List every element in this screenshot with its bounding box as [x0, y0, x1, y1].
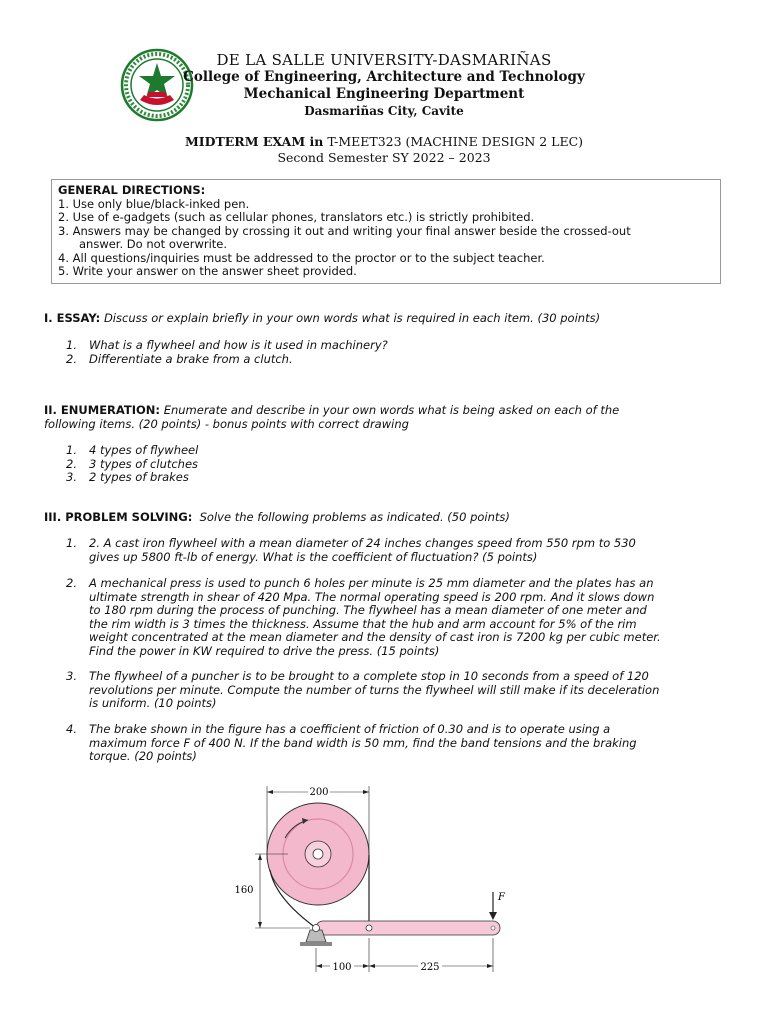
arrowhead — [316, 964, 322, 968]
essay-list — [66, 339, 726, 366]
enumeration-section-heading: II. ENUMERATION: Enumerate and describe in your own words what is being asked on each of the following items. (20 points) - bonus points with correct drawing — [44, 403, 620, 431]
essay-instruction: Discuss or explain briefly in your own words what is required in each item. (30 points) — [103, 311, 601, 325]
band-pin — [366, 925, 372, 931]
arrowhead — [267, 790, 273, 794]
direction-item: 4. All questions/inquiries must be addressed to the proctor or to the subject teacher. — [58, 250, 545, 265]
problems-heading: III. PROBLEM SOLVING: — [44, 510, 193, 524]
drum-shaft — [313, 849, 323, 859]
arrowhead — [369, 964, 375, 968]
arrowhead — [258, 854, 262, 860]
dimension-bottom-label-2: 225 — [420, 962, 440, 973]
force-arrowhead — [489, 912, 497, 920]
essay-heading: I. ESSAY: — [44, 311, 101, 325]
essay-section-heading — [44, 312, 724, 326]
direction-item: 2. Use of e-gadgets (such as cellular phones, translators etc.) is strictly prohibited. — [58, 210, 535, 224]
problem-item-4: 4. The brake shown in the figure has a coefficient of friction of 0.30 and is to operate using a maximum force F of 400 N. If the band width is 50 mm, find the band tensions and the braking torque. (20 points) — [66, 722, 637, 763]
direction-item-continued: answer. Do not overwrite. — [79, 237, 228, 251]
force-label: F — [498, 892, 505, 903]
enumeration-list — [66, 444, 726, 485]
enumeration-heading: II. ENUMERATION: — [44, 403, 161, 417]
university-name: DE LA SALLE UNIVERSITY-DASMARIÑAS — [216, 51, 552, 69]
arrowhead — [363, 964, 369, 968]
exam-course: T-MEET323 (MACHINE DESIGN 2 LEC) — [327, 134, 584, 149]
lever-end-pin — [491, 926, 495, 930]
exam-title-prefix: MIDTERM EXAM in — [184, 134, 324, 149]
direction-item: 3. Answers may be changed by crossing it out and writing your final answer beside the crossed-out — [58, 223, 631, 238]
dimension-bottom-label-1: 100 — [332, 962, 352, 973]
problems-section-heading — [44, 511, 724, 525]
direction-item: 1. Use only blue/black-inked pen. — [58, 196, 250, 211]
list-item: 1. 4 types of flywheel — [66, 443, 199, 457]
pivot-pin — [313, 925, 320, 932]
city-name: Dasmariñas City, Cavite — [304, 104, 464, 118]
problem-item-3: 3. The flywheel of a puncher is to be brought to a complete stop in 10 seconds from a speed of 120 revolutions per minute. Compute the number of turns the flywheel will still make if its deceleration is uniform. (10 points) — [66, 669, 660, 710]
arrowhead — [363, 790, 369, 794]
list-item: 3. 2 types of brakes — [66, 470, 189, 484]
directions-heading: GENERAL DIRECTIONS: — [58, 183, 206, 197]
arrowhead — [258, 922, 262, 928]
brake-lever — [316, 921, 500, 935]
arrowhead — [487, 964, 493, 968]
exam-title-block — [0, 134, 768, 166]
list-item: 2. 3 types of clutches — [66, 456, 199, 471]
problem-item-1: 1. 2. A cast iron flywheel with a mean diameter of 24 inches changes speed from 550 rpm to 530 gives up 5800 ft-lb of energy. What is the coefficient of fluctuation? (5 points) — [66, 536, 636, 564]
dimension-top-label: 200 — [309, 787, 329, 798]
general-directions-box — [51, 179, 721, 284]
band-brake-figure — [230, 780, 520, 980]
list-item: 2. Differentiate a brake from a clutch. — [66, 351, 293, 366]
college-name: College of Engineering, Architecture and Technology — [183, 69, 585, 85]
problem-item-2: 2. A mechanical press is used to punch 6 holes per minute is 25 mm diameter and the plates has an ultimate strength in shear of 420 Mpa. The normal operating speed is 200 rpm. And it slows down to 180 rpm during the process of punching. The flywheel has a mean diameter of one meter and the rim width is 3 times the thickness. Assume that the hub and arm account for 5% of the rim weight concentrated at the mean diameter and the density of cast iron is 7200 kg per cubic meter. Find the power in KW required to drive the press. (15 points) — [66, 576, 661, 658]
list-item: 1. What is a flywheel and how is it used in machinery? — [66, 338, 388, 352]
ground-base — [300, 942, 332, 946]
department-name: Mechanical Engineering Department — [243, 86, 525, 102]
dimension-left-label: 160 — [234, 885, 254, 896]
semester: Second Semester SY 2022 – 2023 — [277, 150, 491, 165]
direction-item: 5. Write your answer on the answer sheet provided. — [58, 264, 357, 278]
exam-title — [0, 134, 768, 150]
problems-instruction: Solve the following problems as indicated. (50 points) — [199, 510, 510, 524]
